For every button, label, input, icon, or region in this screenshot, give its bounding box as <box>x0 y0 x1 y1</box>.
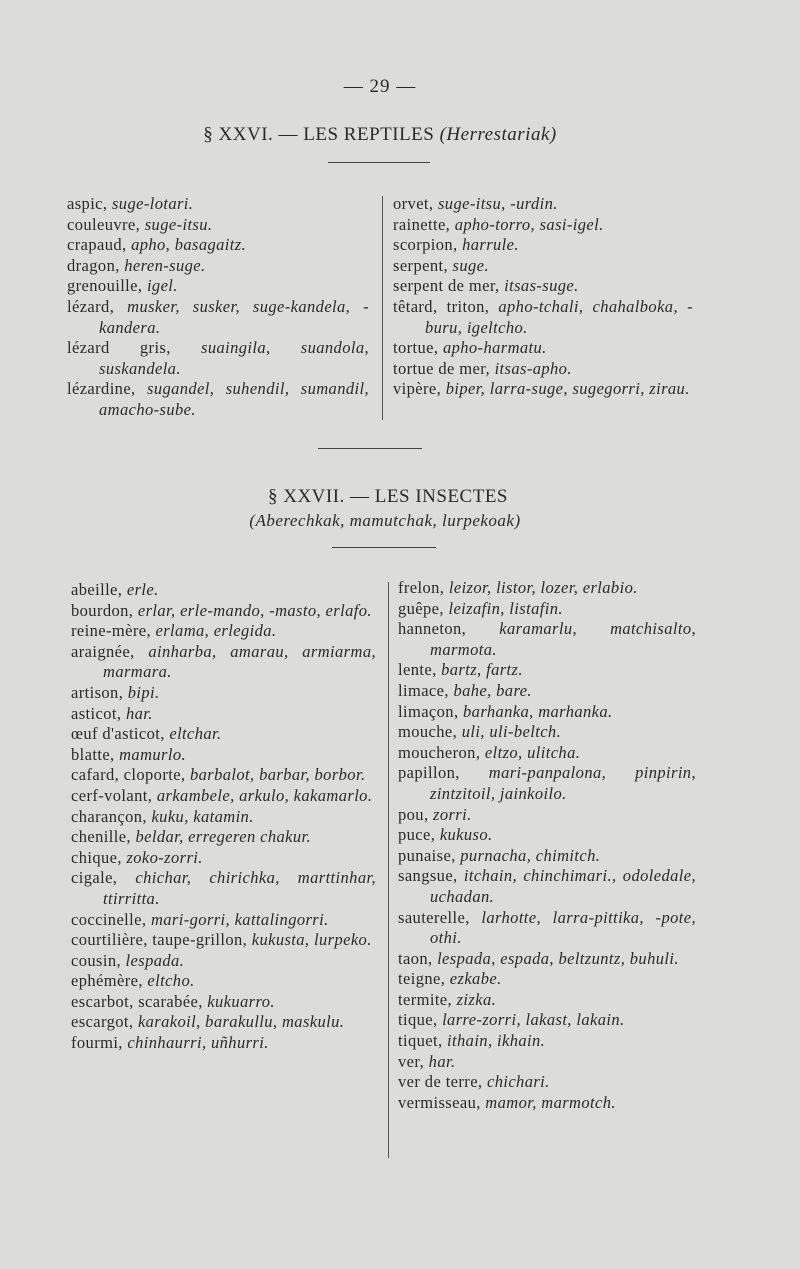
french-term: orvet, <box>393 194 434 213</box>
basque-translation: barbalot, barbar, borbor. <box>189 765 366 785</box>
french-term: cousin, <box>71 950 122 970</box>
french-term: termite, <box>398 989 453 1009</box>
glossary-entry <box>393 297 693 338</box>
french-term: lézard, <box>67 296 115 316</box>
glossary-entry <box>393 215 693 236</box>
basque-translation: ithain, ikhain. <box>447 1031 546 1051</box>
glossary-entry <box>71 786 376 807</box>
glossary-entry <box>71 827 376 848</box>
basque-translation: ainharba, amarau, armiarma, marmara. <box>103 641 376 682</box>
section-title-basque: (Herrestariak) <box>439 124 557 145</box>
french-term: bourdon, <box>71 600 134 620</box>
french-term: aspic, <box>67 194 108 213</box>
basque-translation: eltcho. <box>147 971 195 991</box>
basque-translation: sugandel, suhendil, sumandil, amacho-sube. <box>99 379 369 419</box>
french-term: limace, <box>398 680 449 700</box>
glossary-entry <box>71 724 376 745</box>
glossary-entry <box>71 951 376 972</box>
french-term: pou, <box>398 804 429 824</box>
french-term: grenouille, <box>67 276 143 296</box>
french-term: chique, <box>71 847 122 867</box>
basque-translation: har. <box>125 703 153 723</box>
french-term: lézard gris, <box>67 338 171 358</box>
french-term: œuf d'asticot, <box>71 724 165 744</box>
basque-translation: apho-tchali, chahalboka, -buru, igeltcho. <box>425 296 693 337</box>
basque-translation: apho, basagaitz. <box>131 235 247 255</box>
glossary-entry <box>398 1093 696 1114</box>
glossary-entry <box>398 743 696 764</box>
basque-translation: mari-gorri, kattalingorri. <box>150 909 329 929</box>
glossary-entry <box>71 868 376 909</box>
basque-translation: eltzo, ulitcha. <box>484 742 581 762</box>
french-term: cafard, cloporte, <box>71 765 186 785</box>
basque-translation: musker, susker, suge-kandela, -kandera. <box>99 296 369 337</box>
french-term: scorpion, <box>393 235 458 255</box>
french-term: lente, <box>398 660 437 680</box>
basque-translation: larre-zorri, lakast, lakain. <box>442 1010 625 1030</box>
french-term: charançon, <box>71 806 147 826</box>
glossary-entry <box>67 338 369 379</box>
basque-translation: suge-itsu. <box>144 214 213 234</box>
basque-translation: apho-torro, sasi-igel. <box>454 214 604 234</box>
basque-translation: leizor, listor, lozer, erlabio. <box>448 578 638 597</box>
glossary-entry <box>71 704 376 725</box>
french-term: cerf-volant, <box>71 785 153 805</box>
french-term: punaise, <box>398 845 456 865</box>
basque-translation: chichari. <box>486 1072 550 1092</box>
basque-translation: chichar, chirichka, marttinhar, ttirritta. <box>103 868 376 908</box>
french-term: asticot, <box>71 703 122 723</box>
french-term: dragon, <box>67 255 120 275</box>
basque-translation: bartz, fartz. <box>441 660 523 680</box>
glossary-entry <box>67 297 369 338</box>
basque-translation: apho-harmatu. <box>442 338 547 358</box>
title-rule <box>332 547 436 548</box>
glossary-entry <box>71 930 376 951</box>
section-separator <box>318 448 422 449</box>
french-term: vermisseau, <box>398 1092 481 1112</box>
basque-translation: biper, larra-suge, sugegorri, zirau. <box>445 379 690 399</box>
basque-translation: bipi. <box>127 682 160 702</box>
reptiles-column-left <box>67 194 369 421</box>
basque-translation: zorri. <box>433 804 472 824</box>
basque-translation: mari-panpalona, pinpirin, zintzitoil, jainkoilo. <box>430 763 696 803</box>
basque-translation: suge-itsu, -urdin. <box>437 194 558 213</box>
basque-translation: bahe, bare. <box>453 680 532 700</box>
french-term: reine-mère, <box>71 621 151 641</box>
french-term: têtard, triton, <box>393 296 490 316</box>
glossary-entry <box>67 235 369 256</box>
column-divider <box>388 582 389 1158</box>
basque-translation: har. <box>428 1051 456 1071</box>
basque-translation: uli, uli-beltch. <box>461 722 562 742</box>
french-term: tiquet, <box>398 1031 443 1051</box>
glossary-entry <box>398 990 696 1011</box>
basque-translation: kukusta, lurpeko. <box>251 930 372 950</box>
basque-translation: zizka. <box>456 989 497 1009</box>
french-term: moucheron, <box>398 742 481 762</box>
glossary-entry <box>398 578 696 599</box>
basque-translation: mamor, marmotch. <box>485 1092 616 1112</box>
glossary-entry <box>71 765 376 786</box>
french-term: sangsue, <box>398 866 458 886</box>
french-term: taon, <box>398 948 433 968</box>
glossary-entry <box>393 338 693 359</box>
basque-translation: beldar, erregeren chakur. <box>135 827 312 847</box>
glossary-entry <box>71 971 376 992</box>
glossary-entry <box>67 215 369 236</box>
glossary-entry <box>398 1031 696 1052</box>
french-term: frelon, <box>398 578 445 597</box>
french-term: puce, <box>398 825 436 845</box>
glossary-entry <box>393 194 693 215</box>
basque-translation: zoko-zorri. <box>126 847 203 867</box>
basque-translation: kukuso. <box>439 825 493 845</box>
column-divider <box>382 196 383 420</box>
glossary-entry <box>398 825 696 846</box>
basque-translation: mamurlo. <box>119 744 187 764</box>
basque-translation: igel. <box>146 276 178 296</box>
glossary-entry <box>71 1033 376 1054</box>
basque-translation: arkambele, arkulo, kakamarlo. <box>156 785 373 805</box>
basque-translation: larhotte, larra-pittika, -pote, othi. <box>430 907 696 948</box>
glossary-entry <box>398 1052 696 1073</box>
insectes-column-right <box>398 578 696 1113</box>
glossary-entry <box>71 992 376 1013</box>
glossary-entry <box>398 722 696 743</box>
basque-translation: karakoil, barakullu, maskulu. <box>137 1012 345 1032</box>
insectes-column-left <box>71 580 376 1054</box>
glossary-entry <box>71 621 376 642</box>
glossary-entry <box>398 702 696 723</box>
glossary-entry <box>71 683 376 704</box>
basque-translation: itchain, chinchimari., odoledale, uchadan. <box>430 866 696 906</box>
basque-translation: lespada. <box>125 950 185 970</box>
title-rule <box>328 162 430 163</box>
glossary-entry <box>67 194 369 215</box>
section-subtitle: (Aberechkak, mamutchak, lurpekoak) <box>249 511 521 530</box>
glossary-entry <box>398 969 696 990</box>
glossary-entry <box>71 642 376 683</box>
section-heading-reptiles <box>0 124 760 146</box>
basque-translation: kuku, katamin. <box>151 806 254 826</box>
basque-translation: itsas-suge. <box>504 276 579 296</box>
basque-translation: purnacha, chimitch. <box>460 845 601 865</box>
basque-translation: erlar, erle-mando, -masto, erlafo. <box>137 600 372 620</box>
french-term: araignée, <box>71 641 135 661</box>
french-term: coccinelle, <box>71 909 147 929</box>
glossary-entry <box>67 256 369 277</box>
french-term: courtilière, taupe-grillon, <box>71 930 248 950</box>
glossary-entry <box>398 599 696 620</box>
french-term: ver de terre, <box>398 1072 483 1092</box>
french-term: couleuvre, <box>67 214 141 234</box>
french-term: ver, <box>398 1051 425 1071</box>
french-term: cigale, <box>71 868 118 888</box>
french-term: hanneton, <box>398 619 467 639</box>
glossary-entry <box>398 1072 696 1093</box>
glossary-entry <box>393 276 693 297</box>
french-term: rainette, <box>393 214 451 234</box>
glossary-entry <box>393 235 693 256</box>
basque-translation: suaingila, suandola, suskandela. <box>99 338 370 378</box>
basque-translation: karamarlu, matchisalto, marmota. <box>430 619 696 659</box>
basque-translation: ezkabe. <box>449 969 502 989</box>
basque-translation: harrule. <box>462 235 519 255</box>
basque-translation: suge. <box>452 255 489 275</box>
glossary-entry <box>71 580 376 601</box>
glossary-entry <box>67 276 369 297</box>
glossary-entry <box>398 681 696 702</box>
glossary-entry <box>398 660 696 681</box>
glossary-entry <box>398 866 696 907</box>
french-term: vipère, <box>393 379 442 399</box>
basque-translation: lespada, espada, beltzuntz, buhuli. <box>437 948 679 968</box>
glossary-entry <box>393 379 693 400</box>
glossary-entry <box>67 379 369 420</box>
french-term: tortue de mer, <box>393 358 491 378</box>
basque-translation: erlama, erlegida. <box>155 621 277 641</box>
glossary-entry <box>398 763 696 804</box>
french-term: papillon, <box>398 763 460 783</box>
reptiles-column-right <box>393 194 693 400</box>
glossary-entry <box>398 619 696 660</box>
french-term: tortue, <box>393 338 439 358</box>
french-term: lézardine, <box>67 379 136 399</box>
glossary-entry <box>398 805 696 826</box>
glossary-entry <box>393 256 693 277</box>
section-title: § XXVI. — LES REPTILES <box>203 124 435 145</box>
glossary-entry <box>398 846 696 867</box>
french-term: serpent de mer, <box>393 276 500 296</box>
basque-translation: erle. <box>126 580 159 599</box>
basque-translation: heren-suge. <box>124 255 206 275</box>
french-term: blatte, <box>71 744 115 764</box>
basque-translation: kukuarro. <box>207 991 275 1011</box>
glossary-entry <box>71 1012 376 1033</box>
basque-translation: chinhaurri, uñhurri. <box>127 1033 269 1053</box>
french-term: tique, <box>398 1010 438 1030</box>
french-term: ephémère, <box>71 971 143 991</box>
french-term: escargot, <box>71 1012 134 1032</box>
french-term: escarbot, scarabée, <box>71 991 203 1011</box>
glossary-entry <box>398 1010 696 1031</box>
french-term: fourmi, <box>71 1033 123 1053</box>
french-term: crapaud, <box>67 235 127 255</box>
glossary-entry <box>393 359 693 380</box>
glossary-entry <box>71 601 376 622</box>
section-title: § XXVII. — LES INSECTES <box>267 486 509 507</box>
section-heading-insectes <box>8 486 768 508</box>
glossary-entry <box>71 848 376 869</box>
glossary-entry <box>398 908 696 949</box>
page-number: — 29 — <box>343 76 417 97</box>
french-term: limaçon, <box>398 701 459 721</box>
glossary-entry <box>398 949 696 970</box>
french-term: sauterelle, <box>398 907 470 927</box>
basque-translation: leizafin, listafin. <box>448 598 563 618</box>
french-term: chenille, <box>71 827 131 847</box>
basque-translation: eltchar. <box>169 724 222 744</box>
basque-translation: suge-lotari. <box>111 194 194 213</box>
glossary-entry <box>71 910 376 931</box>
french-term: mouche, <box>398 722 458 742</box>
glossary-entry <box>71 745 376 766</box>
basque-translation: itsas-apho. <box>494 358 572 378</box>
french-term: teigne, <box>398 969 446 989</box>
french-term: artison, <box>71 682 124 702</box>
french-term: serpent, <box>393 255 448 275</box>
french-term: abeille, <box>71 580 123 599</box>
glossary-entry <box>71 807 376 828</box>
basque-translation: barhanka, marhanka. <box>463 701 613 721</box>
french-term: guêpe, <box>398 598 444 618</box>
